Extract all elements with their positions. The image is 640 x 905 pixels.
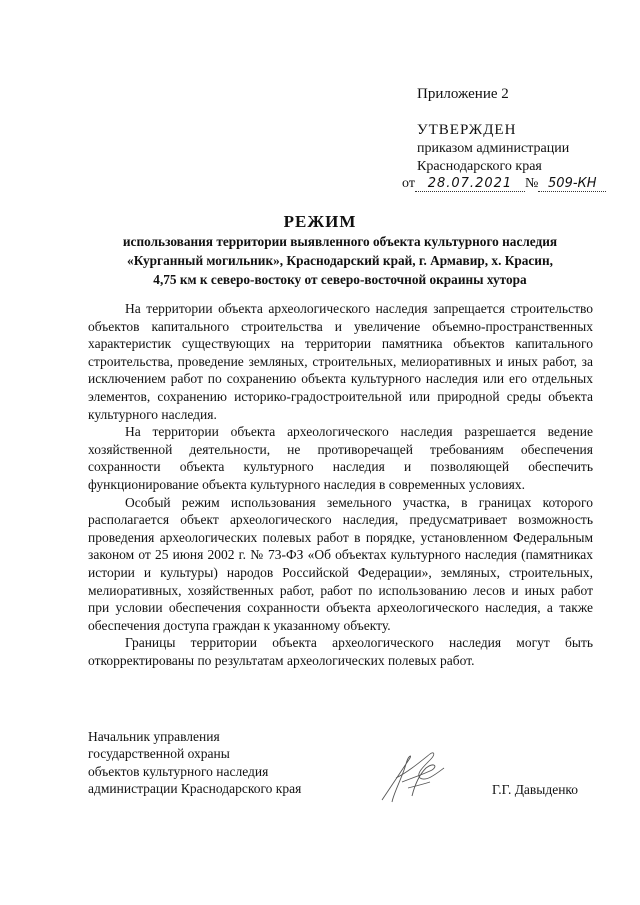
date-prefix: от [402, 176, 415, 191]
signer-position-line-4: администрации Краснодарского края [88, 781, 302, 797]
approved-stamp-title: УТВЕРЖДЕН [417, 122, 517, 138]
paragraph-prohibitions: На территории объекта археологического наследия запрещается строительство объектов капитального строительства и увеличение объемно-пространственных характеристик существующих на территории памятника объектов капитального строительства, проведение земляных, строительных, мелиоративных и иных работ, за исключением работ по сохранению объекта культурного наследия или его отдельных элементов, сохранению историко-градостроительной или природной среды объекта культурного наследия. [88, 301, 593, 422]
approval-date-row [402, 176, 606, 192]
signer-position-line-2: государственной охраны [88, 746, 230, 762]
approval-region-line: Краснодарского края [417, 159, 542, 174]
handwritten-order-number: 509-КН [538, 176, 606, 192]
approval-order-line: приказом администрации [417, 141, 570, 156]
handwritten-date: 28.07.2021 [415, 176, 525, 192]
subtitle-line-3: 4,75 км к северо-востоку от северо-восточной окраины хутора [153, 272, 527, 287]
paragraph-permissions: На территории объекта археологического наследия разрешается ведение хозяйственной деятельности, не противоречащей требованиям обеспечения сохранности объекта культурного наследия и позволяющей обеспечить функционирование объекта культурного наследия в современных условиях. [88, 424, 593, 492]
paragraph-boundaries: Границы территории объекта археологического наследия могут быть откорректированы по результатам археологических полевых работ. [88, 635, 593, 668]
handwritten-signature [372, 748, 452, 810]
signer-position-line-1: Начальник управления [88, 729, 220, 744]
document-body [88, 300, 593, 669]
subtitle-line-1: использования территории выявленного объекта культурного наследия [122, 234, 558, 249]
signer-position-line-3: объектов культурного наследия [88, 763, 269, 779]
paragraph-special-regime: Особый режим использования земельного участка, в границах которого располагается объект археологического наследия, предусматривает возможность проведения археологических полевых работ в порядке, установленном Федеральным законом от 25 июня 2002 г. № 73-ФЗ «Об объектах культурного наследия (памятниках истории и культуры) народов Российской Федерации», земляных, строительных, мелиоративных, хозяйственных работ, работ по использованию лесов и иных работ при условии обеспечения сохранности объекта археологического наследия, а также обеспечения доступа граждан к указанному объекту. [88, 494, 593, 633]
number-prefix: № [524, 176, 539, 191]
signer-position [88, 728, 301, 798]
document-title: РЕЖИМ [283, 212, 357, 231]
subtitle-line-2: «Курганный могильник», Краснодарский край, г. Армавир, х. Красин, [127, 253, 553, 268]
signer-name: Г.Г. Давыденко [492, 782, 579, 797]
appendix-label: Приложение 2 [417, 86, 509, 102]
